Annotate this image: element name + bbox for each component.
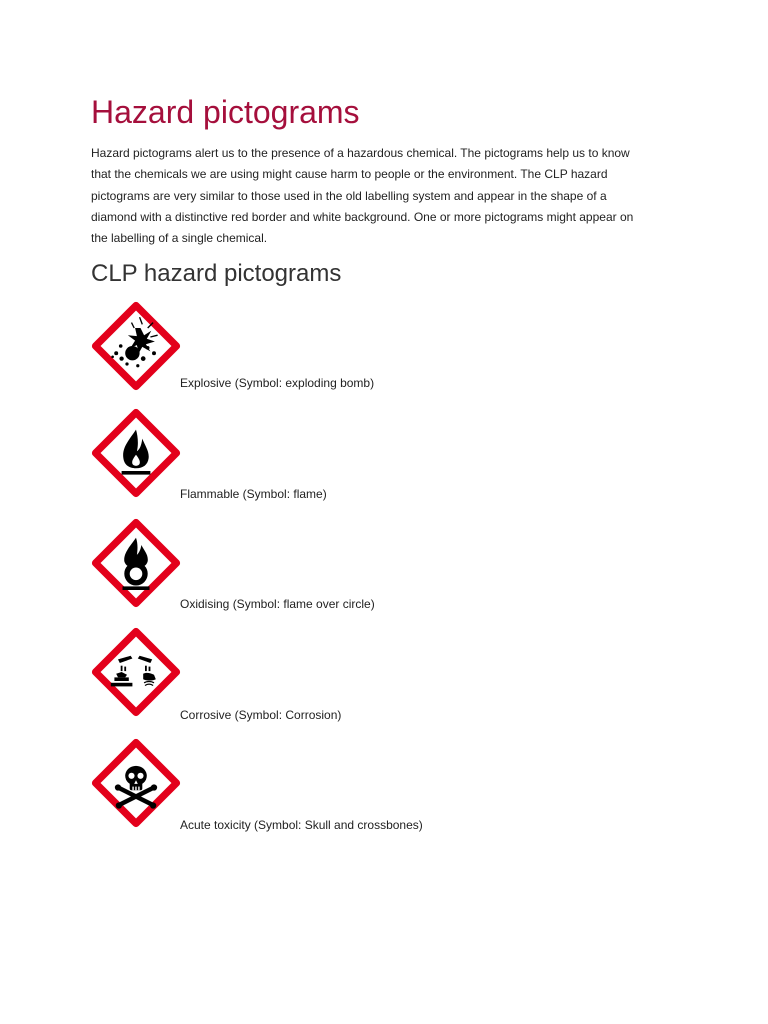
skull-and-crossbones-icon [91, 738, 181, 828]
flame-over-circle-icon [91, 518, 181, 608]
pictogram-caption: Flammable (Symbol: flame) [180, 487, 327, 501]
intro-paragraph [91, 143, 671, 249]
section-heading: CLP hazard pictograms [91, 260, 342, 287]
pictogram-caption: Acute toxicity (Symbol: Skull and crossbones) [180, 818, 423, 832]
flame-icon [91, 408, 181, 498]
intro-line: Hazard pictograms alert us to the presence of a hazardous chemical. The pictograms help us to know [91, 146, 630, 160]
page-title: Hazard pictograms [91, 94, 360, 130]
pictogram-caption: Explosive (Symbol: exploding bomb) [180, 376, 375, 390]
pictogram-caption: Corrosive (Symbol: Corrosion) [180, 708, 342, 722]
intro-line: pictograms are very similar to those used in the old labelling system and appear in the shape of a [91, 188, 607, 203]
pictogram-caption: Oxidising (Symbol: flame over circle) [180, 597, 375, 611]
intro-line: that the chemicals we are using might cause harm to people or the environment. The CLP hazard [91, 167, 608, 182]
corrosion-icon [91, 627, 181, 717]
intro-line: the labelling of a single chemical. [91, 231, 268, 246]
exploding-bomb-icon [91, 301, 181, 391]
intro-line: diamond with a distinctive red border and white background. One or more pictograms might appear on [91, 209, 634, 224]
